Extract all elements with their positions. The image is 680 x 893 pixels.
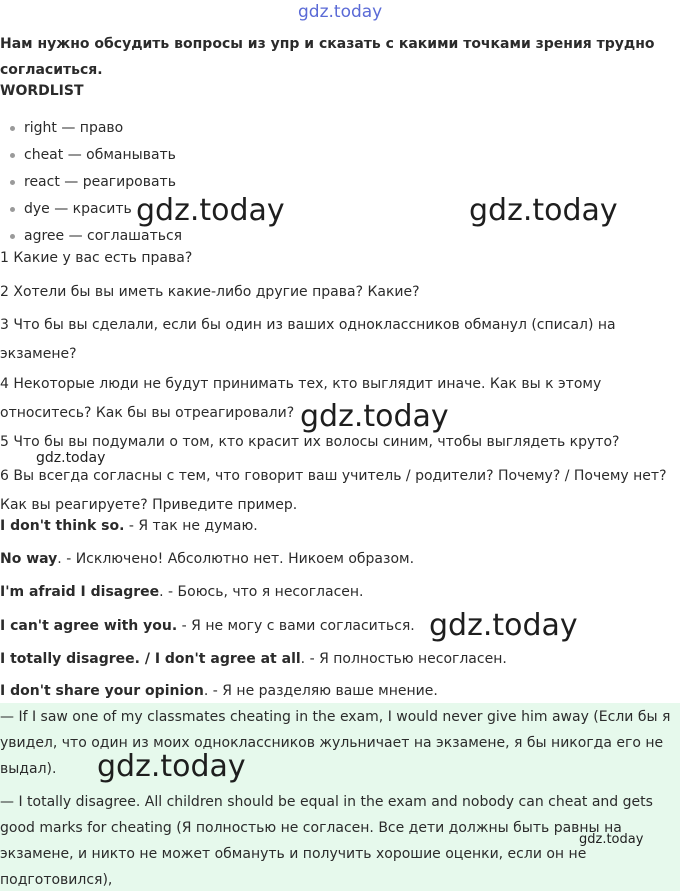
phrase-ru: - Я не могу с вами согласиться.	[177, 618, 415, 634]
watermark-top: gdz.today	[298, 2, 383, 22]
answer-2: — I totally disagree. All children should be equal in the exam and nobody can cheat and gets good marks for cheating (Я полностью не согласен. Все дети должны быть равны на экзамене, и никто не может обмануть и получить хорошие оценки, если он не подготовился),	[0, 794, 653, 888]
question-3: 3 Что бы вы сделали, если бы один из ваших одноклассников обманул (списал) на экзамене?	[0, 317, 616, 362]
answer-1: — If I saw one of my classmates cheating in the exam, I would never give him away (Если бы я увидел, что один из моих одноклассников жульничает на экзамене, я бы никогда его не выдал).	[0, 709, 671, 777]
watermark: gdz.today	[136, 193, 285, 228]
wordlist-item	[10, 143, 182, 170]
question-4: 4 Некоторые люди не будут принимать тех, кто выглядит иначе. Как вы к этому относитесь? Как бы вы отреагировали?	[0, 376, 602, 421]
phrase-en: I don't share your opinion	[0, 683, 204, 699]
phrase-line	[0, 649, 507, 669]
phrase-en: I can't agree with you.	[0, 618, 178, 634]
wordlist-item-text: right — право	[24, 120, 124, 136]
watermark: gdz.today	[579, 832, 644, 847]
task-text: Нам нужно обсудить вопросы из упр и сказать с какими точками зрения трудно согласиться.	[0, 36, 655, 78]
watermark: gdz.today	[300, 399, 449, 434]
wordlist-item	[10, 116, 182, 143]
bullet-icon	[10, 180, 15, 185]
phrase-en: I totally disagree. / I don't agree at all	[0, 651, 301, 667]
phrase-line	[0, 582, 364, 602]
wordlist	[10, 116, 182, 251]
bullet-icon	[10, 126, 15, 131]
phrase-ru: . - Я не разделяю ваше мнение.	[203, 683, 438, 699]
wordlist-title: WORDLIST	[0, 83, 84, 99]
phrase-ru: - Я так не думаю.	[124, 518, 258, 534]
bullet-icon	[10, 234, 15, 239]
question-2: 2 Хотели бы вы иметь какие-либо другие права? Какие?	[0, 284, 420, 300]
phrase-en: I don't think so.	[0, 518, 125, 534]
question-1: 1 Какие у вас есть права?	[0, 250, 193, 266]
phrase-ru: . - Я полностью несогласен.	[300, 651, 507, 667]
bullet-icon	[10, 153, 15, 158]
phrase-line	[0, 549, 414, 569]
watermark: gdz.today	[429, 608, 578, 643]
phrase-line	[0, 616, 415, 636]
phrase-line	[0, 516, 258, 536]
wordlist-item-text: dye — красить	[24, 201, 132, 217]
phrase-en: No way	[0, 551, 58, 567]
watermark: gdz.today	[469, 193, 618, 228]
phrase-ru: . - Исключено! Абсолютно нет. Никоем образом.	[57, 551, 415, 567]
wordlist-item-text: cheat — обманывать	[24, 147, 176, 163]
phrase-line	[0, 681, 438, 701]
watermark: gdz.today	[97, 749, 246, 784]
phrase-ru: . - Боюсь, что я несогласен.	[159, 584, 364, 600]
wordlist-item-text: react — реагировать	[24, 174, 176, 190]
bullet-icon	[10, 207, 15, 212]
answers-block	[0, 703, 680, 891]
watermark: gdz.today	[36, 450, 106, 466]
question-6: 6 Вы всегда согласны с тем, что говорит ваш учитель / родители? Почему? / Почему нет? Как вы реагируете? Приведите пример.	[0, 468, 667, 513]
question-5: 5 Что бы вы подумали о том, кто красит их волосы синим, чтобы выглядеть круто?	[0, 434, 620, 450]
phrase-en: I'm afraid I disagree	[0, 584, 160, 600]
wordlist-item-text: agree — соглашаться	[24, 228, 183, 244]
